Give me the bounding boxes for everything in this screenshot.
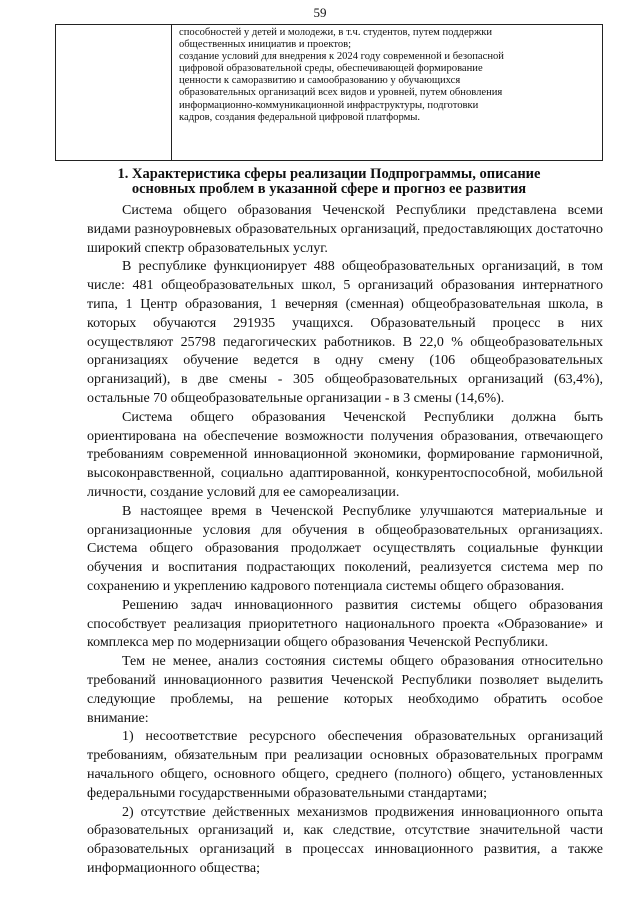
text-line: информационного общества; [87,860,261,876]
table-text-line: общественных инициатив и проектов; [179,39,352,51]
text-line: внимание: [87,710,149,726]
paragraph [87,409,603,503]
table-text-line: образовательных организаций всех видов и уровней, путем обновления [179,87,503,99]
text-line: федеральными государственными образовательными стандартами; [87,785,488,801]
table-text-line: способностей у детей и молодежи, в т.ч. студентов, путем поддержки [179,27,493,38]
text-line: Система общего образования Чеченской Республики должна быть [122,409,603,425]
text-line: требований инновационного развития Чеченской Республики позволяет выделить [87,672,603,688]
section-heading-line: 1. Характеристика сферы реализации Подпрограммы, описание [117,166,541,182]
text-line: типа, 1 Центр образования, 1 вечерняя (сменная) общеобразовательная школа, в [87,296,603,312]
text-line: Решению задач инновационного развития системы общего образования [122,597,603,613]
table-text-line: создание условий для внедрения к 2024 году современной и безопасной [179,51,504,63]
text-line: организациях обучение ведется в одну смену (106 общеобразовательных [87,353,603,369]
paragraph [87,804,603,879]
text-line: широкий спектр образовательных услуг. [87,240,328,256]
text-line: В настоящее время в Чеченской Республике улучшаются материальные и [122,503,603,519]
table-text-line: ценности к саморазвитию и самообразованию у обучающихся [179,75,461,87]
text-line: организационные условия для обучения в общеобразовательных организациях. [87,522,603,538]
text-line: требованиям современной инновационной экономики, формирование гармоничной, [87,447,603,463]
text-line: В республике функционирует 488 общеобразовательных организаций, в том [122,259,603,275]
text-line: видами разноуровневых образовательных организаций, предоставляющих достаточно [87,221,603,237]
table-text-line: цифровой образовательной среды, обеспечивающей формирование [179,63,483,75]
text-line: начального общего, основного общего, среднего (полного) общего, установленных [87,766,603,782]
text-line: организаций), в две смены - 305 общеобразовательных организаций (63,4%), [87,372,603,388]
text-line: 1) несоответствие ресурсного обеспечения образовательных организаций [122,729,603,745]
text-line: личности, создание условий для ее самореализации. [87,484,400,500]
text-line: требованиям, обязательным при реализации основных образовательных программ [87,748,603,764]
text-line: ориентирована на обеспечение возможности получения образования, отвечающего [87,428,603,444]
text-line: способствует реализация приоритетного национального проекта «Образование» и [87,616,603,632]
text-line: числе: 481 общеобразовательных школ, 5 организаций образования интернатного [87,278,603,294]
text-line: остальные 70 общеобразовательные организации - в 3 смены (14,6%). [87,390,505,406]
paragraph [87,202,603,258]
text-line: Система общего образования Чеченской Республики представлена всеми [122,203,603,218]
text-line: высоконравственной, социально адаптированной, конкурентоспособной, мобильной [87,466,603,482]
section-heading [55,167,603,197]
paragraph [87,258,603,408]
text-line: образовательных организаций и, как следствие, отсутствие значительной части [87,823,603,839]
section-heading-line: основных проблем в указанной сфере и прогноз ее развития [131,181,527,197]
page-number: 59 [313,5,327,20]
paragraph [87,728,603,803]
body-text [87,202,603,879]
paragraph [87,653,603,728]
table-row [56,25,603,161]
text-line: следующие проблемы, на решение которых необходимо обратить особое [87,691,603,707]
text-line: образовательных организаций в процессах инновационного развития, а также [87,842,603,858]
text-line: Тем не менее, анализ состояния системы общего образования относительно [122,654,603,670]
table-empty-cell [56,25,172,161]
table-text-line: кадров, создания федеральной цифровой платформы. [179,111,421,123]
text-line: сохранению и укреплению кадрового потенциала системы общего образования. [87,578,565,594]
text-line: которых обучаются 291935 учащихся. Образовательный процесс в них [87,315,603,331]
text-line: осуществляют 25798 педагогических работников. В 22,0 % общеобразовательных [87,334,603,350]
text-line: обучения и воспитания подрастающих поколений, реализуется система мер по [87,560,603,576]
continuation-table [55,24,603,161]
table-text-line: информационно-коммуникационной инфраструктуры, подготовки [179,99,479,111]
table-content-cell [172,25,603,161]
paragraph [87,503,603,597]
text-line: Система общего образования продолжает осуществлять социальные функции [87,541,603,557]
text-line: комплекса мер по модернизации общего образования Чеченской Республики. [87,635,549,651]
text-line: 2) отсутствие действенных механизмов продвижения инновационного опыта [122,804,603,820]
paragraph [87,597,603,653]
